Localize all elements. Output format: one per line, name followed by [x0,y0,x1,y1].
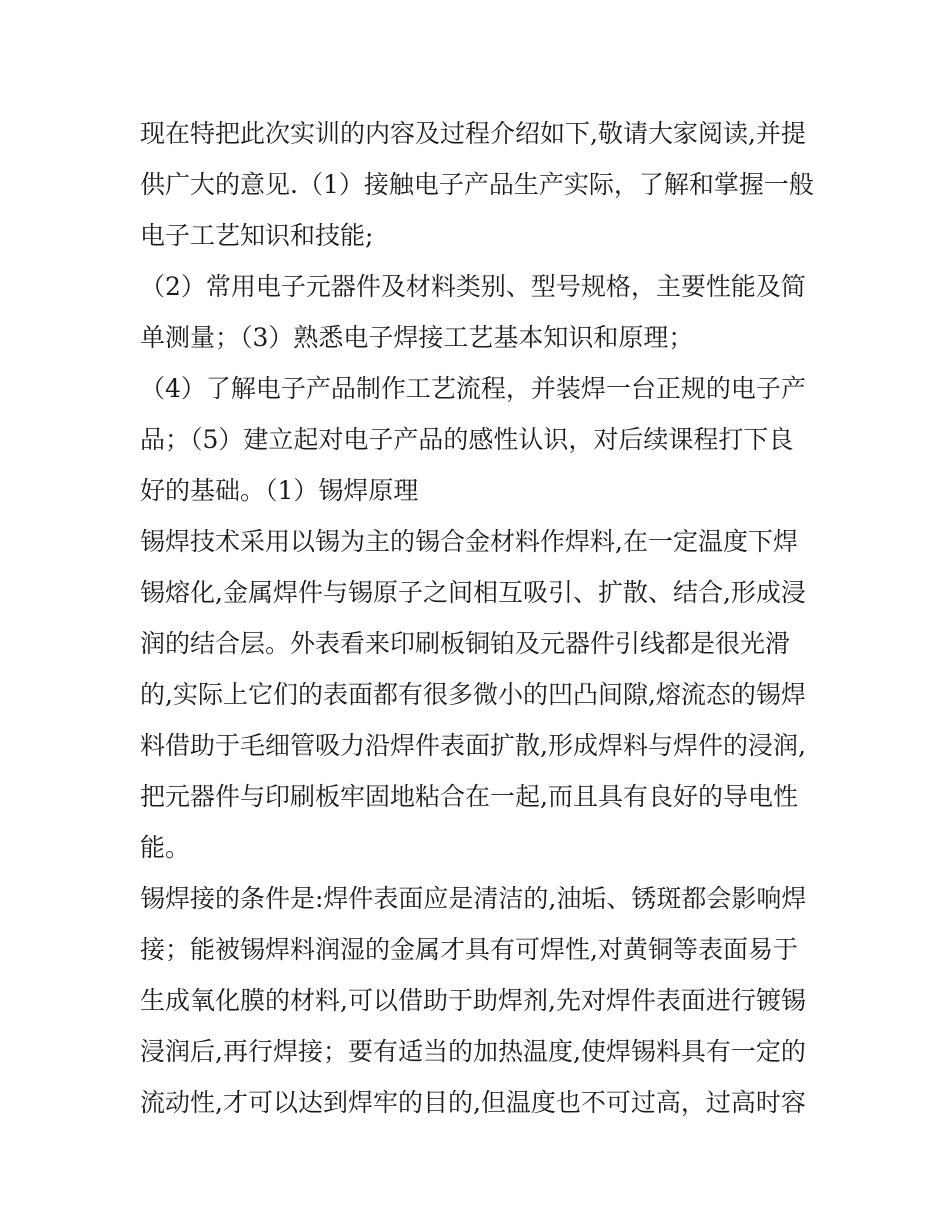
text-line: 锡焊接的条件是:焊件表面应是清洁的,油垢、锈斑都会影响焊 [140,884,807,913]
text-line: 锡熔化,金属焊件与锡原子之间相互吸引、扩散、结合,形成浸 [140,578,806,607]
body-text [140,108,820,1128]
text-line: （2）常用电子元器件及材料类别、型号规格，主要性能及简 [140,272,806,301]
text-line: 供广大的意见.（1）接触电子产品生产实际，了解和掌握一般 [140,170,814,199]
text-line: 生成氧化膜的材料,可以借助于助焊剂,先对焊件表面进行镀锡 [140,986,806,1015]
text-line: 的,实际上它们的表面都有很多微小的凹凸间隙,熔流态的锡焊 [140,680,806,709]
text-line: 单测量；（3）熟悉电子焊接工艺基本知识和原理； [140,323,694,352]
text-line: 流动性,才可以达到焊牢的目的,但温度也不可过高，过高时容 [140,1088,806,1117]
text-line: 接；能被锡焊料润湿的金属才具有可焊性,对黄铜等表面易于 [140,935,798,964]
text-line: 润的结合层。外表看来印刷板铜铂及元器件引线都是很光滑 [140,629,791,658]
text-line: 浸润后,再行焊接；要有适当的加热温度,使焊锡料具有一定的 [140,1037,806,1066]
text-line: （4）了解电子产品制作工艺流程，并装焊一台正规的电子产 [140,374,806,403]
text-line: 锡焊技术采用以锡为主的锡合金材料作焊料,在一定温度下焊 [140,527,798,556]
text-line: 料借助于毛细管吸力沿焊件表面扩散,形成焊料与焊件的浸润, [140,731,806,760]
text-line: 好的基础。（1）锡焊原理 [140,476,419,505]
text-line: 品；（5）建立起对电子产品的感性认识，对后续课程打下良 [140,425,794,454]
text-line: 电子工艺知识和技能; [140,221,374,250]
text-line: 把元器件与印刷板牢固地粘合在一起,而且具有良好的导电性 [140,782,798,811]
text-line: 能。 [140,833,191,862]
text-line: 现在特把此次实训的内容及过程介绍如下,敬请大家阅读,并提 [140,119,806,148]
